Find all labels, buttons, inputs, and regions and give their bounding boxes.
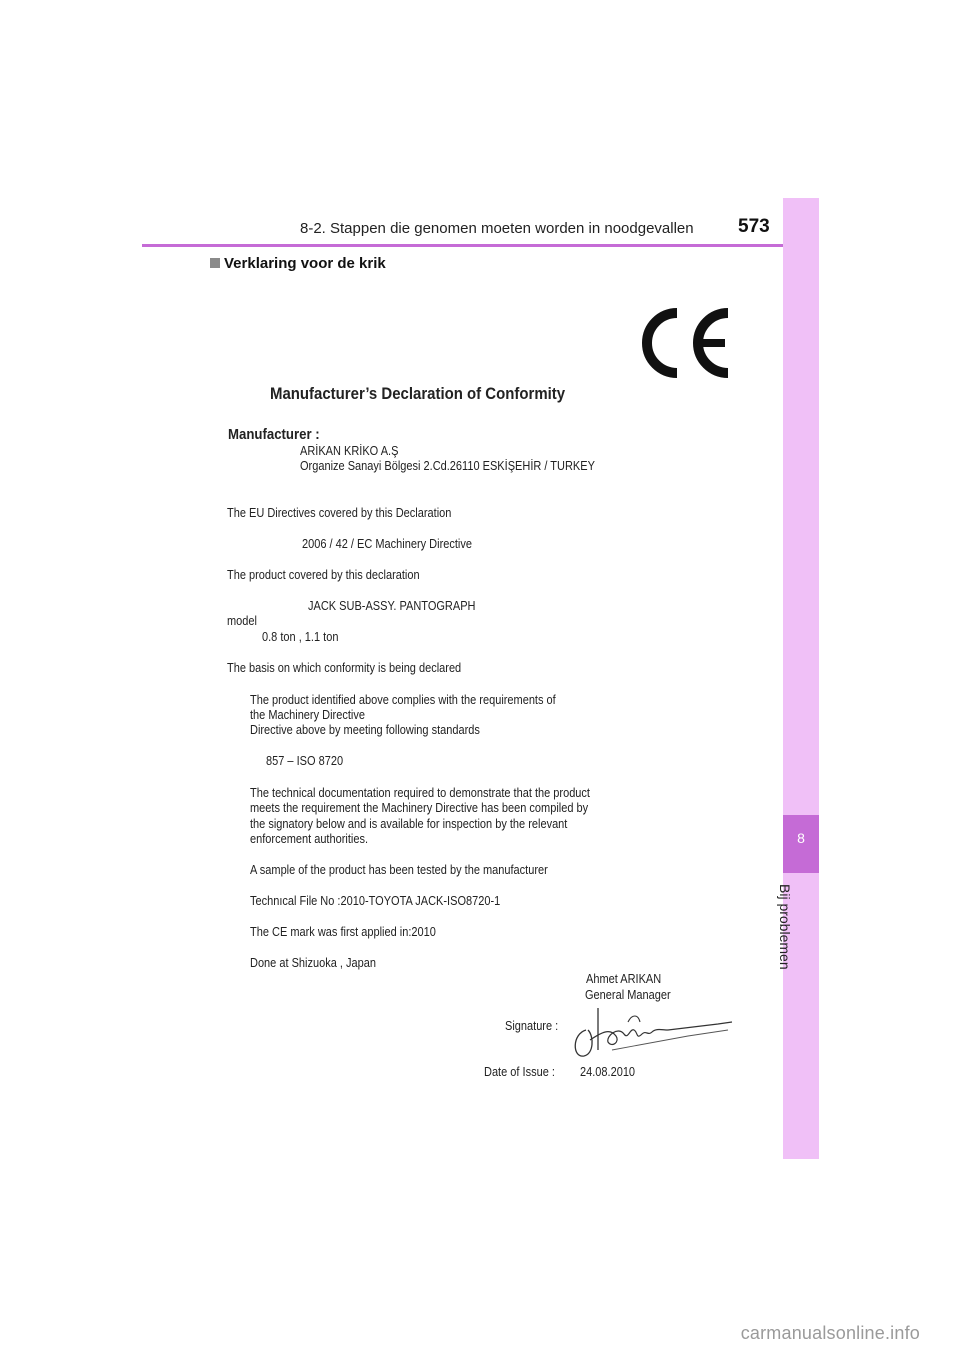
product-name: JACK SUB-ASSY. PANTOGRAPH [308,599,476,613]
basis-line: Directive above by meeting following standards [250,723,480,737]
chapter-tab-strip [783,198,819,1159]
model-label: model [227,614,257,628]
documentation-line: meets the requirement the Machinery Directive has been compiled by [250,801,589,815]
documentation-line: the signatory below and is available for inspection by the relevant [250,817,568,831]
documentation-line: The technical documentation required to demonstrate that the product [250,786,590,800]
certificate-title: Manufacturer’s Declaration of Conformity [270,384,566,403]
manufacturer-address: Organize Sanayi Bölgesi 2.Cd.26110 ESKİŞEHİR / TURKEY [300,459,595,473]
header-divider [142,244,819,247]
sample-text: A sample of the product has been tested by the manufacturer [250,863,548,877]
technical-file: Technıcal File No :2010-TOYOTA JACK-ISO8720-1 [250,894,501,908]
watermark: carmanualsonline.info [740,1323,920,1343]
signatory-name: Ahmet ARIKAN [586,972,662,986]
date-label: Date of Issue : [484,1065,555,1079]
section-title [210,255,386,272]
standard: 857 – ISO 8720 [266,754,344,768]
basis-line: the Machinery Directive [250,708,365,722]
page-number: 573 [738,216,770,237]
directives-label: The EU Directives covered by this Declaration [227,506,452,520]
product-label: The product covered by this declaration [227,568,420,582]
chapter-number: 8 [797,830,805,846]
section-title-text: Verklaring voor de krik [224,255,386,272]
ce-applied: The CE mark was first applied in:2010 [250,925,436,939]
chapter-label: Bij problemen [777,884,793,970]
signatory-title: General Manager [585,988,671,1002]
manufacturer-label: Manufacturer : [228,426,320,443]
ce-mark-logo [640,308,734,383]
manufacturer-name: ARİKAN KRİKO A.Ş [300,444,399,458]
signature-label: Signature : [505,1019,559,1033]
basis-line: The product identified above complies with the requirements of [250,693,556,707]
documentation-line: enforcement authorities. [250,832,369,846]
model-value: 0.8 ton , 1.1 ton [262,630,339,644]
done-at: Done at Shizuoka , Japan [250,956,376,970]
section-bullet-icon [210,258,220,268]
basis-label: The basis on which conformity is being declared [227,661,462,675]
handwritten-signature [568,1000,738,1067]
header-section-title: 8-2. Stappen die genomen moeten worden in noodgevallen [300,220,694,237]
date-value: 24.08.2010 [580,1065,636,1079]
directive: 2006 / 42 / EC Machinery Directive [302,537,472,551]
